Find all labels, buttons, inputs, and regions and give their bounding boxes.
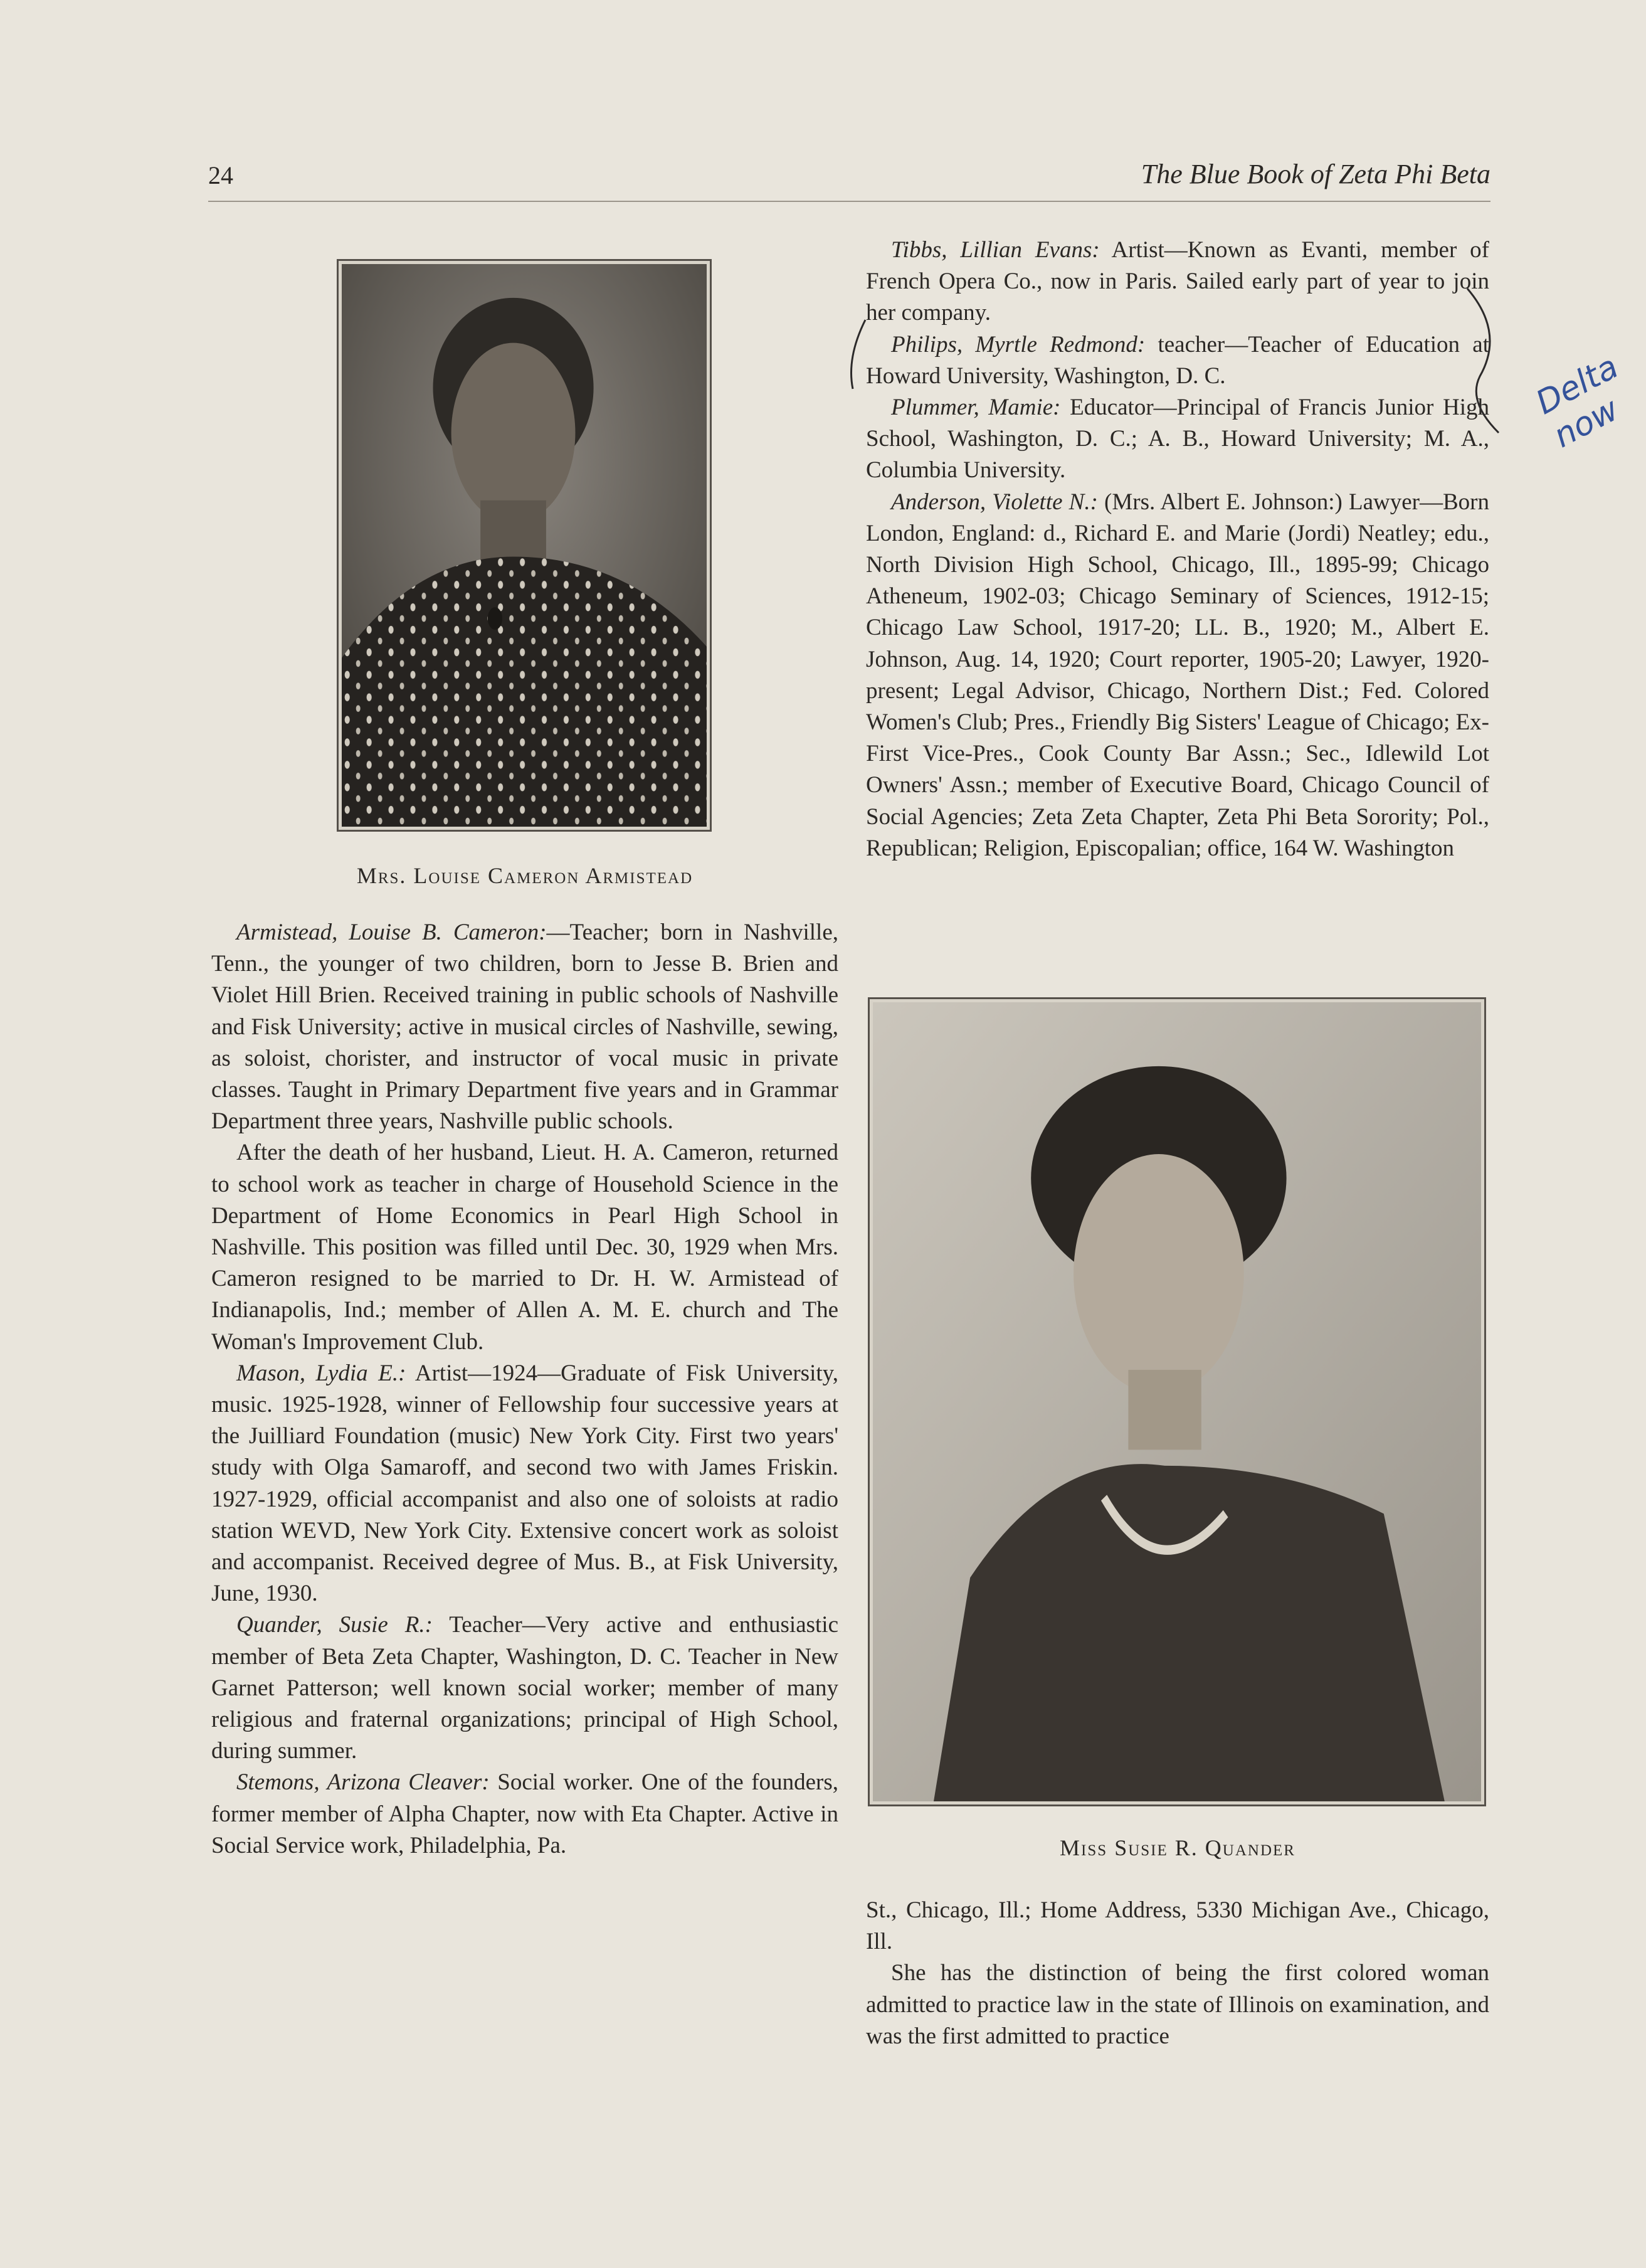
entry-name: Anderson, Violette N.:	[891, 489, 1098, 515]
entry-name: Plummer, Mamie:	[891, 395, 1061, 421]
handwritten-bracket	[840, 276, 1530, 439]
entry-mason	[211, 1358, 838, 1610]
entry-text: Teacher—Very active and enthusiastic member of Beta Zeta Chapter, Washington, D. C. Teacher in New Garnet Patterson; well known social worker; member of many religious and fraternal organizations; principal of High School, during summer.	[211, 1612, 839, 1764]
page-number: 24	[208, 161, 233, 189]
entry-text: —Teacher; born in Nashville, Tenn., the younger of two children, born to Jesse B. Brien and Violet Hill Brien. Received training in public schools of Nashville and Fisk University; active in musical circles of Nashville, sewing, as soloist, chorister, and instructor of vocal music in private classes. Taught in Primary Department five years and in Grammar Department three years, Nashville public schools.	[211, 919, 838, 1135]
entry-quander	[211, 1609, 838, 1767]
photo-susie-quander	[868, 997, 1486, 1806]
entry-anderson	[866, 487, 1489, 864]
left-column-text	[211, 917, 838, 1862]
portrait-image	[342, 264, 707, 827]
entry-text: After the death of her husband, Lieut. H. A. Cameron, returned to school work as teacher in charge of Household Science in the Department of Home Economics in Pearl High School in Nashville. This position was filled until Dec. 30, 1929 when Mrs. Cameron resigned to be married to Dr. H. W. Armistead of Indianapolis, Ind.; member of Allen A. M. E. church and The Woman's Improvement Club.	[211, 1140, 838, 1355]
entry-armistead	[211, 917, 838, 1137]
photo-louise-armistead	[337, 259, 712, 832]
entry-stemons	[211, 1767, 838, 1862]
entry-text: (Mrs. Albert E. Johnson:) Lawyer—Born London, England: d., Richard E. and Marie (Jordi) Neatley; edu., North Division High School, Chicago, Ill., 1895-99; Chicago Atheneum, 1902-03; Chicago Seminary of Sciences, 1912-15; Chicago Law School, 1917-20; LL. B., 1920; M., Albert E. Johnson, Aug. 14, 1920; Court reporter, 1905-20; Lawyer, 1920-present; Legal Advisor, Chicago, Northern Dist.; Fed. Colored Women's Club; Pres., Friendly Big Sisters' League of Chicago; Ex-First Vice-Pres., Cook County Bar Assn.; Sec., Idlewild Lot Owners' Assn.; member of Executive Board, Chicago Council of Social Agencies; Zeta Zeta Chapter, Zeta Phi Beta Sorority; Pol., Republican; Religion, Episcopalian; office, 164 W. Washington	[866, 489, 1490, 861]
right-column-continuation	[866, 1895, 1489, 2052]
entry-name: Philips, Myrtle Redmond:	[891, 331, 1146, 358]
page-header	[208, 156, 1490, 202]
photo-caption-right: Miss Susie R. Quander	[1060, 1835, 1295, 1860]
entry-name: Armistead, Louise B. Cameron:	[236, 919, 547, 945]
entry-text: Educator—Principal of Francis Junior High School, Washington, D. C.; A. B., Howard University; M. A., Columbia University.	[866, 395, 1489, 484]
entry-text: Artist—1924—Graduate of Fisk University, music. 1925-1928, winner of Fellowship four successive years at the Juilliard Foundation (music) New York City. First two years' study with Olga Samaroff, and second two with James Friskin. 1927-1929, official accompanist and also one of soloists at radio station WEVD, New York City. Extensive concert work as soloist and accompanist. Received degree of Mus. B., at Fisk University, June, 1930.	[211, 1360, 838, 1607]
entry-name: Tibbs, Lillian Evans:	[891, 237, 1100, 263]
continuation-paragraph: She has the distinction of being the first colored woman admitted to practice law in the state of Illinois on examination, and was the first admitted to practice	[866, 1960, 1489, 2049]
entry-name: Quander, Susie R.:	[236, 1612, 433, 1638]
portrait-image	[873, 1002, 1481, 1801]
entry-text: Social worker. One of the founders, former member of Alpha Chapter, now with Eta Chapter. Active in Social Service work, Philadelphia, Pa.	[211, 1769, 838, 1858]
entry-name: Stemons, Arizona Cleaver:	[236, 1769, 490, 1796]
entry-text: teacher—Teacher of Education at Howard University, Washington, D. C.	[866, 331, 1489, 389]
running-title: The Blue Book of Zeta Phi Beta	[1141, 159, 1490, 189]
photo-caption-left: Mrs. Louise Cameron Armistead	[356, 863, 694, 888]
handwritten-note: Delta now	[1530, 347, 1625, 455]
entry-armistead-cont	[211, 1137, 838, 1357]
continuation-line: St., Chicago, Ill.; Home Address, 5330 Michigan Ave., Chicago, Ill.	[866, 1897, 1489, 1955]
entry-text: Artist—Known as Evanti, member of French Opera Co., now in Paris. Sailed early part of year to join her company.	[866, 237, 1489, 326]
entry-name: Mason, Lydia E.:	[236, 1360, 406, 1386]
